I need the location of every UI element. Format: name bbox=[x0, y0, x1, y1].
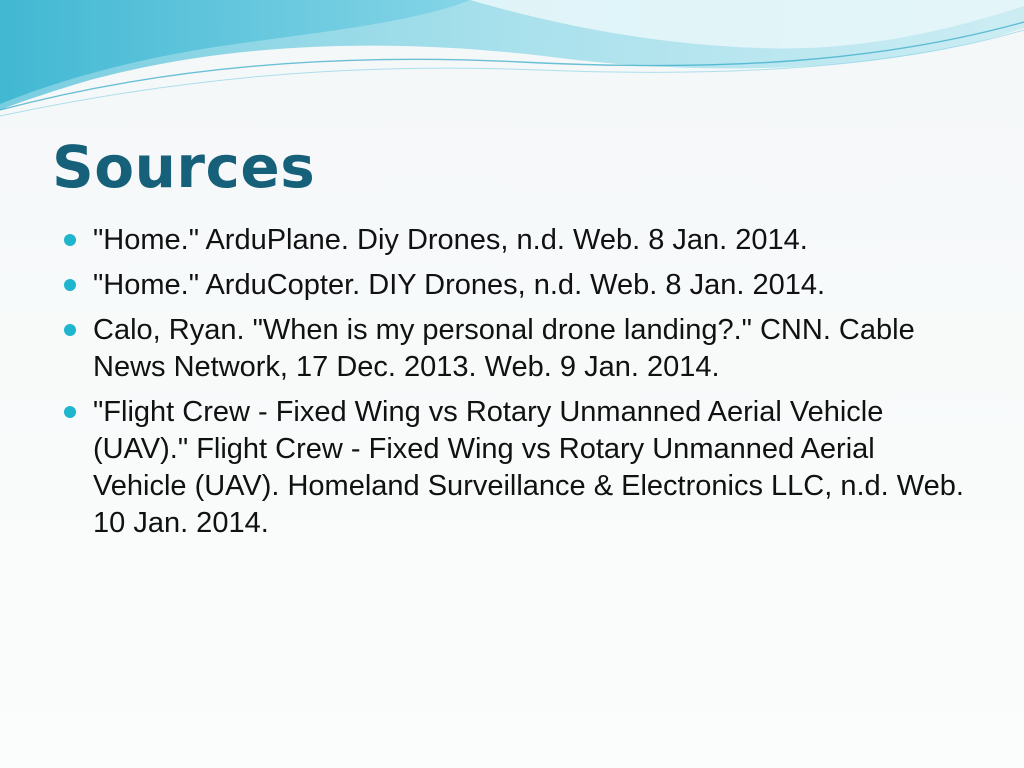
source-item bbox=[64, 222, 974, 259]
slide-title: Sources bbox=[52, 133, 316, 201]
source-text: "Flight Crew - Fixed Wing vs Rotary Unmanned Aerial Vehicle (UAV)." Flight Crew - Fixed Wing vs Rotary Unmanned Aerial Vehicle (UAV). Homeland Surveillance & Electronics LLC, n.d. Web. 10 Jan. 2014. bbox=[93, 396, 964, 539]
header-wave-decoration bbox=[0, 0, 1024, 130]
source-text: "Home." ArduCopter. DIY Drones, n.d. Web. 8 Jan. 2014. bbox=[93, 269, 826, 301]
sources-list bbox=[64, 222, 974, 550]
source-item bbox=[64, 312, 974, 386]
bullet-dot-icon bbox=[64, 324, 76, 336]
source-item bbox=[64, 267, 974, 304]
source-text: Calo, Ryan. "When is my personal drone landing?." CNN. Cable News Network, 17 Dec. 2013. Web. 9 Jan. 2014. bbox=[93, 314, 915, 383]
bullet-dot-icon bbox=[64, 279, 76, 291]
bullet-dot-icon bbox=[64, 406, 76, 418]
bullet-dot-icon bbox=[64, 234, 76, 246]
source-item bbox=[64, 394, 974, 542]
source-text: "Home." ArduPlane. Diy Drones, n.d. Web. 8 Jan. 2014. bbox=[93, 224, 808, 256]
